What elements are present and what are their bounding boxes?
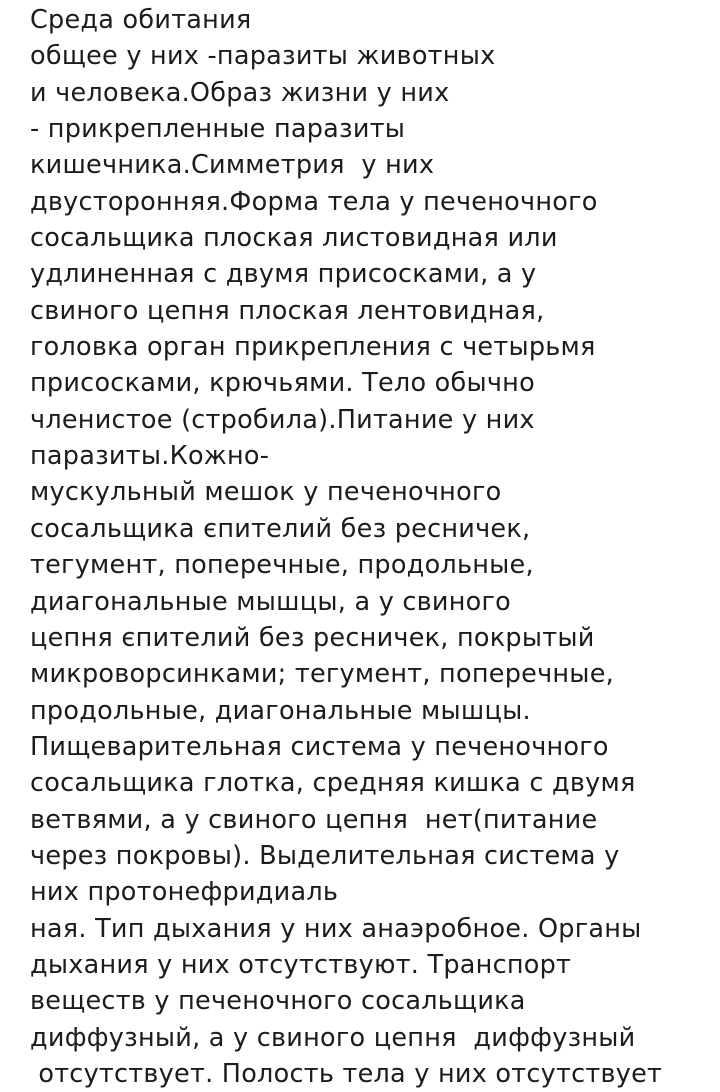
text-line: свиного цепня плоская лентовидная, [30,295,545,326]
text-line: присосками, крючьями. Тело обычно [30,368,535,399]
text-line: паразиты.Кожно- [30,441,270,472]
text-line: них протонефридиаль [30,877,339,908]
text-line-cropped: отсутствует. Полость тела у них отсутствует [30,1058,663,1089]
text-line: ная. Тип дыхания у них анаэробное. Органы [30,913,642,944]
text-line: членистое (стробила).Питание у них [30,404,535,435]
text-line: Среда обитания [30,5,252,35]
text-line: сосальщика плоская листовидная или [30,223,558,254]
text-line: общее у них -паразиты животных [30,41,496,72]
text-line: мускульный мешок у печеночного [30,477,502,508]
text-line: головка орган прикрепления с четырьмя [30,332,596,363]
text-line: тегумент, поперечные, продольные, [30,550,534,581]
text-line: микроворсинками; тегумент, поперечные, [30,659,614,690]
text-line: двусторонняя.Форма тела у печеночного [30,186,598,217]
text-line: Пищеварительная система у печеночного [30,731,609,762]
text-line: цепня єпителий без ресничек, покрытый [30,622,595,653]
text-line: дыхания у них отсутствуют. Транспорт [30,949,572,980]
text-line: диффузный, а у свиного цепня диффузный [30,1022,636,1053]
text-line: кишечника.Симметрия у них [30,150,435,181]
text-line: - прикрепленные паразиты [30,114,406,145]
text-line: удлиненная с двумя присосками, а у [30,259,537,290]
text-line: через покровы). Выделительная система у [30,840,620,871]
text-line: диагональные мышцы, а у свиного [30,586,512,617]
text-line: и человека.Образ жизни у них [30,77,450,108]
text-line: сосальщика єпителий без ресничек, [30,513,531,544]
text-line: продольные, диагональные мышцы. [30,695,531,726]
text-line: веществ у печеночного сосальщика [30,986,526,1017]
text-line: ветвями, а у свиного цепня нет(питание [30,804,598,835]
text-line: сосальщика глотка, средняя кишка с двумя [30,768,636,799]
document-text [30,2,718,1092]
